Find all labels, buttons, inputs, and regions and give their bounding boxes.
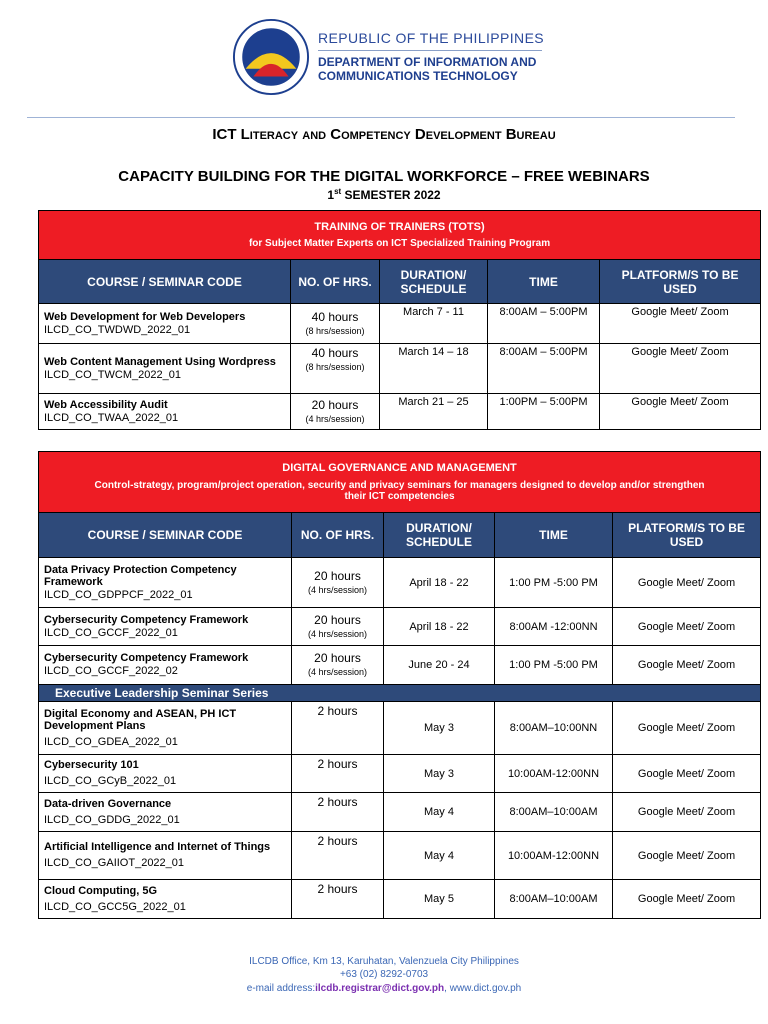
course-name: Cybersecurity 101 xyxy=(44,759,139,771)
time: 10:00AM-12:00NN xyxy=(495,755,613,793)
table-row xyxy=(39,880,761,919)
time: 8:00AM–10:00AM xyxy=(495,880,613,919)
footer-email-line xyxy=(0,982,768,995)
dgm-title: DIGITAL GOVERNANCE AND MANAGEMENT xyxy=(282,462,517,474)
col-platform: PLATFORM/S TO BE USED xyxy=(613,513,761,558)
hours: 20 hours xyxy=(314,651,361,665)
table-row xyxy=(39,702,761,755)
course-code: ILCD_CO_GDPPCF_2022_01 xyxy=(44,588,193,601)
hours: 20 hours xyxy=(314,568,361,583)
course-code: ILCD_CO_GAIIOT_2022_01 xyxy=(44,857,185,869)
course-name: Web Content Management Using Wordpress xyxy=(44,355,276,368)
tots-table xyxy=(38,210,761,430)
platform: Google Meet/ Zoom xyxy=(613,702,761,755)
hours: 2 hours xyxy=(292,793,384,832)
course-code: ILCD_CO_TWDWD_2022_01 xyxy=(44,323,191,336)
course-name: Artificial Intelligence and Internet of Things xyxy=(44,841,271,853)
platform: Google Meet/ Zoom xyxy=(600,304,761,344)
republic-label: REPUBLIC OF THE PHILIPPINES xyxy=(318,30,545,46)
time: 1:00PM – 5:00PM xyxy=(488,394,600,430)
hours: 20 hours xyxy=(311,397,359,412)
semester-label xyxy=(0,187,768,202)
agency-name xyxy=(318,30,544,83)
schedule: March 7 - 11 xyxy=(380,304,488,344)
per-session: (8 hrs/session) xyxy=(305,362,365,372)
hours: 40 hours xyxy=(311,309,359,324)
col-code: COURSE / SEMINAR CODE xyxy=(39,513,292,558)
exec-series-header xyxy=(39,685,761,702)
hours: 2 hours xyxy=(292,832,384,880)
platform: Google Meet/ Zoom xyxy=(613,793,761,832)
course-code: ILCD_CO_GDEA_2022_01 xyxy=(44,735,178,748)
semester-suffix: st xyxy=(334,187,342,196)
website-link[interactable]: www.dict.gov.ph xyxy=(449,983,522,994)
letterhead-rule xyxy=(318,50,542,51)
schedule: May 4 xyxy=(384,832,495,880)
per-session: (8 hrs/session) xyxy=(305,325,365,336)
email-link[interactable]: ilcdb.registrar@dict.gov.ph xyxy=(315,983,445,994)
course-code: ILCD_CO_GCC5G_2022_01 xyxy=(44,900,186,913)
schedule: April 18 - 22 xyxy=(384,558,495,608)
email-label: e-mail address: xyxy=(246,983,316,994)
platform: Google Meet/ Zoom xyxy=(613,558,761,608)
course-name: Web Accessibility Audit xyxy=(44,398,168,411)
hours: 20 hours xyxy=(314,612,361,627)
schedule: April 18 - 22 xyxy=(384,608,495,646)
course-name: Cybersecurity Competency Framework xyxy=(44,613,249,626)
per-session: (4 hrs/session) xyxy=(307,667,368,677)
platform: Google Meet/ Zoom xyxy=(613,755,761,793)
department-line-2: COMMUNICATIONS TECHNOLOGY xyxy=(318,69,518,83)
per-session: (4 hrs/session) xyxy=(305,413,365,424)
semester-text: SEMESTER 2022 xyxy=(341,188,441,202)
course-code: ILCD_CO_GDDG_2022_01 xyxy=(44,813,180,826)
hours: 2 hours xyxy=(292,880,384,919)
table-row xyxy=(39,832,761,880)
platform: Google Meet/ Zoom xyxy=(613,832,761,880)
col-time: TIME xyxy=(495,513,613,558)
time: 8:00AM – 5:00PM xyxy=(488,344,600,394)
time: 8:00AM–10:00AM xyxy=(495,793,613,832)
schedule: May 3 xyxy=(384,702,495,755)
hours: 40 hours xyxy=(311,346,359,360)
table-row xyxy=(39,608,761,646)
course-name: Cloud Computing, 5G xyxy=(44,884,158,897)
platform: Google Meet/ Zoom xyxy=(613,880,761,919)
bureau-name: ICT Literacy and Competency Development Bureau xyxy=(212,126,556,143)
table-row xyxy=(39,394,761,430)
col-hours: NO. OF HRS. xyxy=(292,513,384,558)
schedule: March 14 – 18 xyxy=(380,344,488,394)
time: 8:00AM -12:00NN xyxy=(495,608,613,646)
course-name: Data-driven Governance xyxy=(44,797,172,810)
per-session: (4 hrs/session) xyxy=(307,584,368,595)
dgm-band xyxy=(39,452,761,513)
schedule: May 4 xyxy=(384,793,495,832)
tots-column-headers xyxy=(39,260,761,304)
course-name: Cybersecurity Competency Framework xyxy=(44,652,249,664)
course-code: ILCD_CO_GCCF_2022_02 xyxy=(44,665,178,677)
time: 8:00AM – 5:00PM xyxy=(488,304,600,344)
table-row xyxy=(39,646,761,685)
schedule: June 20 - 24 xyxy=(384,646,495,685)
table-row xyxy=(39,755,761,793)
header-divider xyxy=(27,117,735,118)
exec-series-title: Executive Leadership Seminar Series xyxy=(39,685,761,702)
course-name: Data Privacy Protection Competency Framework xyxy=(44,563,237,588)
time: 1:00 PM -5:00 PM xyxy=(495,558,613,608)
dgm-column-headers xyxy=(39,513,761,558)
table-row xyxy=(39,558,761,608)
department-line-1: DEPARTMENT OF INFORMATION AND xyxy=(318,55,537,69)
time: 8:00AM–10:00NN xyxy=(495,702,613,755)
time: 10:00AM-12:00NN xyxy=(495,832,613,880)
course-code: ILCD_CO_GCCF_2022_01 xyxy=(44,626,178,639)
col-time: TIME xyxy=(488,260,600,304)
col-hours: NO. OF HRS. xyxy=(291,260,380,304)
tots-title: TRAINING OF TRAINERS (TOTS) xyxy=(314,221,485,233)
tots-subtitle: for Subject Matter Experts on ICT Specialized Training Program xyxy=(248,238,551,249)
footer-contact xyxy=(0,955,768,995)
course-code: ILCD_CO_TWCM_2022_01 xyxy=(44,368,181,381)
course-code: ILCD_CO_GCyB_2022_01 xyxy=(44,775,177,787)
dgm-subtitle: Control-strategy, program/project operation, security and privacy seminars for managers designed to develop and/or strengthen their ICT competencies xyxy=(94,480,705,502)
page-title: CAPACITY BUILDING FOR THE DIGITAL WORKFORCE – FREE WEBINARS xyxy=(118,168,650,185)
platform: Google Meet/ Zoom xyxy=(613,646,761,685)
hours: 2 hours xyxy=(292,702,384,755)
semester-number: 1 xyxy=(327,188,335,202)
platform: Google Meet/ Zoom xyxy=(600,394,761,430)
table-row xyxy=(39,304,761,344)
platform: Google Meet/ Zoom xyxy=(600,344,761,394)
table-row xyxy=(39,344,761,394)
col-platform: PLATFORM/S TO BE USED xyxy=(600,260,761,304)
table-row xyxy=(39,793,761,832)
col-schedule: DURATION/ SCHEDULE xyxy=(384,513,495,558)
dgm-table xyxy=(38,451,761,919)
time: 1:00 PM -5:00 PM xyxy=(495,646,613,685)
footer-phone: +63 (02) 8292-0703 xyxy=(339,969,429,980)
col-code: COURSE / SEMINAR CODE xyxy=(39,260,291,304)
footer-separator: , xyxy=(444,983,450,994)
course-name: Digital Economy and ASEAN, PH ICT Development Plans xyxy=(44,707,237,732)
schedule: May 5 xyxy=(384,880,495,919)
col-schedule: DURATION/ SCHEDULE xyxy=(380,260,488,304)
letterhead xyxy=(0,0,768,118)
course-code: ILCD_CO_TWAA_2022_01 xyxy=(44,411,179,424)
dict-seal-logo xyxy=(232,18,310,96)
platform: Google Meet/ Zoom xyxy=(613,608,761,646)
schedule: May 3 xyxy=(384,755,495,793)
tots-band xyxy=(39,211,761,260)
footer-address: ILCDB Office, Km 13, Karuhatan, Valenzuela City Philippines xyxy=(249,956,519,967)
schedule: March 21 – 25 xyxy=(380,394,488,430)
course-name: Web Development for Web Developers xyxy=(44,310,246,323)
per-session: (4 hrs/session) xyxy=(307,628,368,639)
hours: 2 hours xyxy=(292,755,384,793)
